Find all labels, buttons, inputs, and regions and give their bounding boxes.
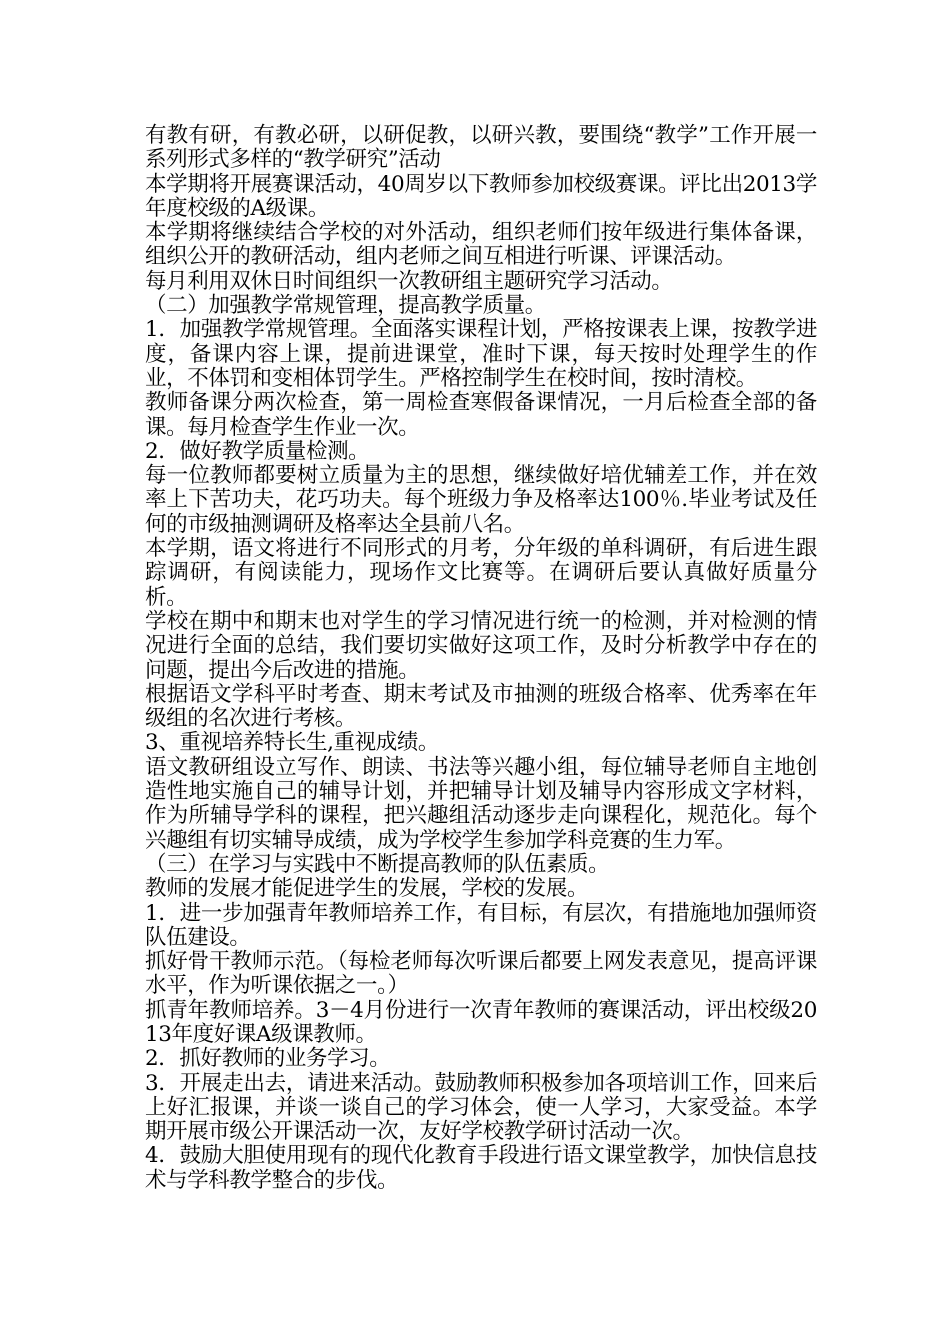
- paragraph-backbone-teachers: 抓好骨干教师示范。（每检老师每次听课后都要上网发表意见，提高评课水平，作为听课依据之一。）: [145, 949, 817, 999]
- paragraph-interest-groups: 语文教研组设立写作、朗读、书法等兴趣小组，每位辅导老师自主地创造性地实施自己的辅导计划，并把辅导计划及辅导内容形成文字材料，作为所辅导学科的课程，把兴趣组活动逐步走向课程化，规范化。每个兴趣组有切实辅导成绩，成为学校学生参加学科竞赛的生力军。: [145, 754, 817, 853]
- document-body: [145, 124, 817, 1193]
- paragraph-young-teachers: 1．进一步加强青年教师培养工作，有目标，有层次，有措施地加强师资队伍建设。: [145, 900, 817, 950]
- paragraph-monthly-study: 每月利用双休日时间组织一次教研组主题研究学习活动。: [145, 268, 673, 294]
- paragraph-research-activities: 有教有研，有教必研，以研促教，以研兴教，要围绕“教学”工作开展一系列形式多样的“教学研究”活动: [145, 123, 817, 173]
- paragraph-collective-preparation: 本学期将继续结合学校的对外活动，组织老师们按年级进行集体备课，组织公开的教研活动，组内老师之间互相进行听课、评课活动。: [145, 220, 817, 270]
- paragraph-quality-first: 每一位教师都要树立质量为主的思想，继续做好培优辅差工作，并在效率上下苦功夫，花巧功夫。每个班级力争及格率达100％.毕业考试及任何的市级抽测调研及格率达全县前八名。: [145, 463, 817, 537]
- paragraph-go-out-bring-in: 3．开展走出去，请进来活动。鼓励教师积极参加各项培训工作，回来后上好汇报课，并谈一谈自己的学习体会，使一人学习，大家受益。本学期开展市级公开课活动一次，友好学校教学研讨活动一次。: [145, 1070, 817, 1145]
- paragraph-professional-study: 2．抓好教师的业务学习。: [145, 1046, 391, 1072]
- paragraph-term-testing: 学校在期中和期末也对学生的学习情况进行统一的检测，并对检测的情况进行全面的总结，我们要切实做好这项工作，及时分析教学中存在的问题，提出今后改进的措施。: [145, 608, 817, 683]
- paragraph-monthly-exams: 本学期，语文将进行不同形式的月考，分年级的单科调研，有后进生跟踪调研，有阅读能力，现场作文比赛等。在调研后要认真做好质量分析。: [145, 536, 817, 610]
- paragraph-talent-heading: 3、重视培养特长生,重视成绩。: [145, 730, 440, 756]
- paragraph-quality-testing-heading: 2．做好教学质量检测。: [145, 438, 370, 464]
- paragraph-lesson-competition: 本学期将开展赛课活动，40周岁以下教师参加校级赛课。评比出2013学年度校级的A级课。: [145, 171, 817, 221]
- section-heading-3: （三）在学习与实践中不断提高教师的队伍素质。: [145, 851, 610, 877]
- paragraph-routine-management: 1．加强教学常规管理。全面落实课程计划，严格按课表上课，按教学进度，备课内容上课，提前进课堂，准时下课，每天按时处理学生的作业，不体罚和变相体罚学生。严格控制学生在校时间，按时清校。: [145, 317, 817, 391]
- paragraph-assessment: 根据语文学科平时考查、期末考试及市抽测的班级合格率、优秀率在年级组的名次进行考核。: [145, 681, 817, 732]
- paragraph-lesson-plan-check: 教师备课分两次检查，第一周检查寒假备课情况，一月后检查全部的备课。每月检查学生作业一次。: [145, 390, 817, 440]
- paragraph-teacher-development: 教师的发展才能促进学生的发展，学校的发展。: [145, 876, 589, 902]
- section-heading-2: （二）加强教学常规管理，提高教学质量。: [145, 293, 546, 319]
- paragraph-young-teacher-training: 抓青年教师培养。3－4月份进行一次青年教师的赛课活动，评出校级2013年度好课A级课教师。: [145, 997, 817, 1047]
- paragraph-modern-technology: 4．鼓励大胆使用现有的现代化教育手段进行语文课堂教学，加快信息技术与学科教学整合的步伐。: [145, 1143, 817, 1193]
